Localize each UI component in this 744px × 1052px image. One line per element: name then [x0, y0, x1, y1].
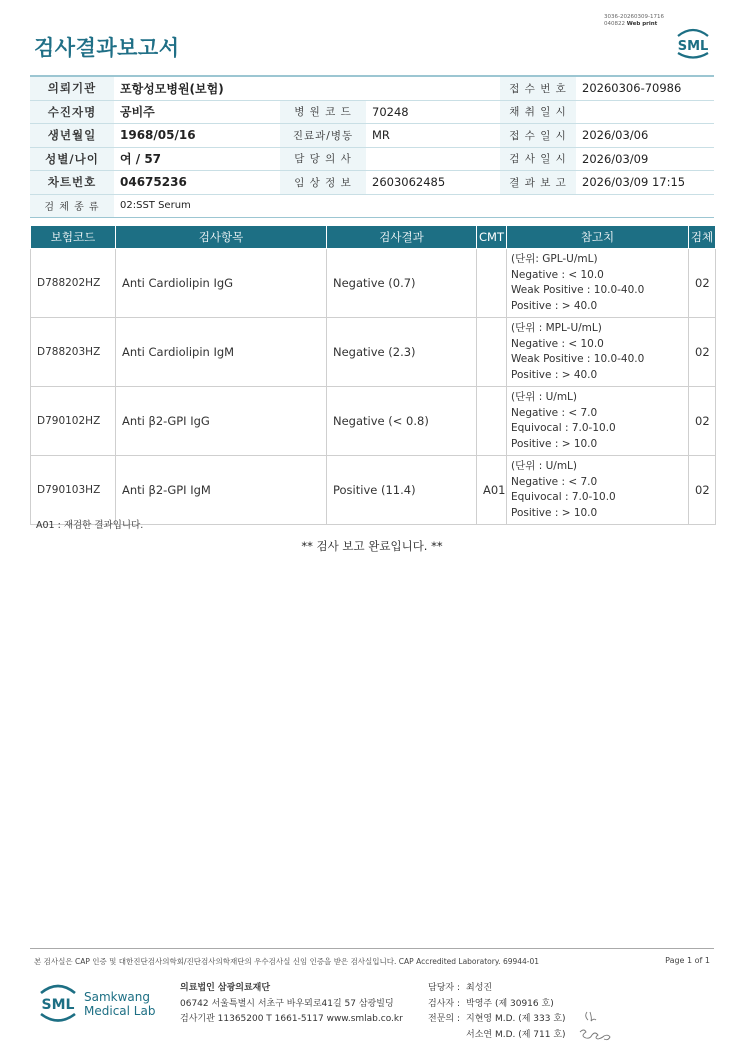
- org-contact: 검사기관 11365200 T 1661-5117 www.smlab.co.kr: [180, 1014, 403, 1024]
- header-specimen: 검체: [689, 226, 716, 249]
- header-cmt: CMT: [477, 226, 507, 249]
- patient-info-table: [30, 75, 714, 218]
- staff-role: 담당자 :: [428, 983, 460, 993]
- signature-icon: [578, 1008, 614, 1042]
- cmt-note: A01 : 재검한 결과입니다.: [36, 520, 144, 531]
- staff-row: [428, 997, 566, 1013]
- sml-logo-icon: [672, 26, 714, 60]
- print-mode: Web print: [626, 20, 658, 27]
- value-accession-number: 20260306-70986: [576, 76, 714, 100]
- value-department: MR: [366, 124, 500, 148]
- staff-row: [428, 1028, 566, 1044]
- staff-name: 박영주 (제 30916 호): [466, 998, 554, 1009]
- print-id-line1: 3036-20260309-1716: [604, 14, 664, 20]
- cell-reference: [507, 387, 689, 456]
- label-sex-age: 성별/나이: [30, 147, 114, 171]
- cell-specimen: 02: [689, 456, 716, 525]
- label-chart-number: 차트번호: [30, 171, 114, 195]
- cell-reference: [507, 249, 689, 318]
- label-institution: 의뢰기관: [30, 76, 114, 100]
- table-row: [31, 318, 716, 387]
- table-row: [31, 387, 716, 456]
- page-title: 검사결과보고서: [34, 36, 180, 60]
- brand-name: [84, 990, 155, 1018]
- label-specimen-type: 검 체 종 류: [30, 194, 114, 218]
- ref-line: Negative : < 10.0: [511, 268, 604, 281]
- sml-logo-icon: [36, 980, 80, 1026]
- staff-role: 전문의 :: [428, 1014, 460, 1024]
- label-test-date: 검 사 일 시: [500, 147, 576, 171]
- staff-role: 검사자 :: [428, 998, 460, 1009]
- ref-line: Positive : > 10.0: [511, 506, 598, 519]
- label-department: 진료과/병동: [280, 124, 366, 148]
- label-hospital-code: 병 원 코 드: [280, 100, 366, 124]
- ref-line: Positive : > 10.0: [511, 437, 598, 450]
- value-report-date: 2026/03/09 17:15: [576, 171, 714, 195]
- organization-info: [180, 981, 403, 1028]
- ref-line: Positive : > 40.0: [511, 299, 598, 312]
- value-physician: [366, 147, 500, 171]
- label-physician: 담 당 의 사: [280, 147, 366, 171]
- cell-reference: [507, 318, 689, 387]
- page-number: Page 1 of 1: [665, 956, 710, 965]
- header-test-item: 검사항목: [116, 226, 327, 249]
- results-header-row: [31, 226, 716, 249]
- value-hospital-code: 70248: [366, 100, 500, 124]
- cell-code: D788202HZ: [31, 249, 116, 318]
- ref-line: Equivocal : 7.0-10.0: [511, 491, 616, 503]
- print-id: [604, 14, 664, 27]
- staff-row: [428, 1012, 566, 1028]
- cell-item: Anti β2-GPI IgM: [116, 456, 327, 525]
- brand-line1: Samkwang: [84, 990, 150, 1004]
- header-test-result: 검사결과: [327, 226, 477, 249]
- cell-cmt: [477, 387, 507, 456]
- staff-row: [428, 981, 566, 997]
- label-birth-date: 생년월일: [30, 124, 114, 148]
- table-row: [31, 249, 716, 318]
- ref-line: Negative : < 10.0: [511, 337, 604, 350]
- cell-specimen: 02: [689, 249, 716, 318]
- cell-cmt: [477, 318, 507, 387]
- table-row: [31, 456, 716, 525]
- value-patient-name: 공비주: [114, 100, 280, 124]
- cell-specimen: 02: [689, 387, 716, 456]
- value-specimen-type: 02:SST Serum: [114, 194, 714, 218]
- patient-row: [30, 171, 714, 195]
- ref-line: Negative : < 7.0: [511, 475, 598, 488]
- logo-text: SML: [41, 997, 75, 1013]
- results-table: [30, 225, 716, 525]
- cell-result: Negative (0.7): [327, 249, 477, 318]
- cell-cmt: A01: [477, 456, 507, 525]
- cell-result: Negative (2.3): [327, 318, 477, 387]
- footer-divider: [30, 948, 714, 949]
- patient-row: [30, 124, 714, 148]
- ref-line: Negative : < 7.0: [511, 406, 598, 419]
- cell-result: Negative (< 0.8): [327, 387, 477, 456]
- label-report-date: 결 과 보 고: [500, 171, 576, 195]
- cell-reference: [507, 456, 689, 525]
- value-collection-date: [576, 100, 714, 124]
- org-address: 06742 서울특별시 서초구 바우뫼로41길 57 삼광빌딩: [180, 998, 394, 1009]
- staff-name: 서소연 M.D. (제 711 호): [466, 1029, 566, 1040]
- label-patient-name: 수진자명: [30, 100, 114, 124]
- cell-code: D790103HZ: [31, 456, 116, 525]
- label-received-date: 접 수 일 시: [500, 124, 576, 148]
- org-name: 의료법인 삼광의료재단: [180, 983, 271, 993]
- cell-cmt: [477, 249, 507, 318]
- header-insurance-code: 보험코드: [31, 226, 116, 249]
- cell-item: Anti β2-GPI IgG: [116, 387, 327, 456]
- patient-row: [30, 147, 714, 171]
- cell-code: D790102HZ: [31, 387, 116, 456]
- ref-line: Positive : > 40.0: [511, 368, 598, 381]
- ref-line: Weak Positive : 10.0-40.0: [511, 284, 645, 296]
- value-clinical-info: 2603062485: [366, 171, 500, 195]
- value-test-date: 2026/03/09: [576, 147, 714, 171]
- staff-name: 지현영 M.D. (제 333 호): [466, 1014, 566, 1024]
- ref-line: (단위 : U/mL): [511, 460, 577, 472]
- ref-line: Equivocal : 7.0-10.0: [511, 422, 616, 434]
- cell-item: Anti Cardiolipin IgG: [116, 249, 327, 318]
- brand-line2: Medical Lab: [84, 1004, 156, 1018]
- label-accession-number: 접 수 번 호: [500, 76, 576, 100]
- value-chart-number: 04675236: [114, 171, 280, 195]
- cell-specimen: 02: [689, 318, 716, 387]
- ref-line: (단위 : MPL-U/mL): [511, 322, 602, 334]
- label-collection-date: 채 취 일 시: [500, 100, 576, 124]
- value-received-date: 2026/03/06: [576, 124, 714, 148]
- patient-row: [30, 100, 714, 124]
- value-institution: 포항성모병원(보험): [114, 76, 500, 100]
- ref-line: Weak Positive : 10.0-40.0: [511, 353, 645, 365]
- header-reference-range: 참고치: [507, 226, 689, 249]
- ref-line: (단위 : U/mL): [511, 391, 577, 403]
- completion-message: ** 검사 보고 완료입니다. **: [301, 539, 443, 553]
- print-id-line2: 040822: [604, 20, 625, 27]
- cell-code: D788203HZ: [31, 318, 116, 387]
- staff-name: 최성진: [466, 983, 493, 993]
- certification-text: 본 검사실은 CAP 인증 및 대한진단검사의학회/진단검사의학재단의 우수검사실 신임 인증을 받은 검사실입니다. CAP Accredited Laboratory. 69944-01: [34, 957, 540, 966]
- cell-result: Positive (11.4): [327, 456, 477, 525]
- patient-row: [30, 76, 714, 100]
- label-clinical-info: 임 상 정 보: [280, 171, 366, 195]
- cell-item: Anti Cardiolipin IgM: [116, 318, 327, 387]
- value-sex-age: 여 / 57: [114, 147, 280, 171]
- staff-list: [428, 981, 566, 1043]
- value-birth-date: 1968/05/16: [114, 124, 280, 148]
- logo-text: SML: [677, 39, 709, 54]
- ref-line: (단위: GPL-U/mL): [511, 253, 598, 265]
- patient-row: [30, 194, 714, 218]
